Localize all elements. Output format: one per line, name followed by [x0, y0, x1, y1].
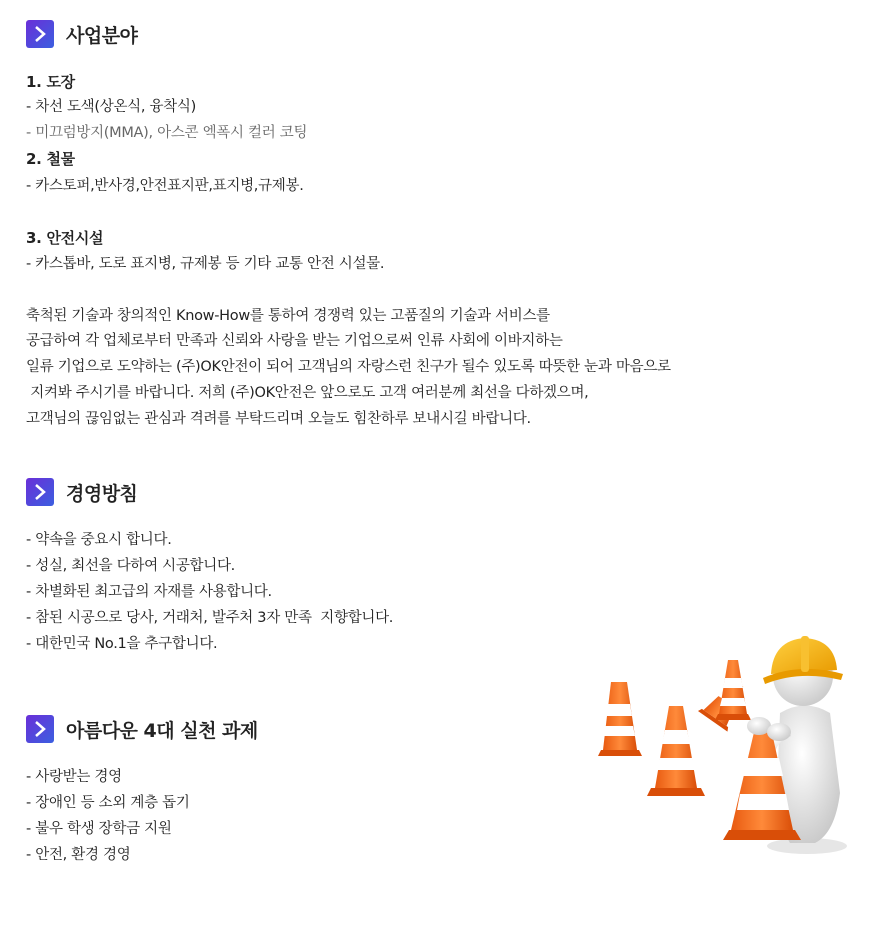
policy-item: - 참된 시공으로 당사, 거래처, 발주처 3자 만족 지향합니다.: [26, 610, 394, 626]
section-title: 경영방침: [66, 482, 138, 505]
construction-illustration: [595, 618, 855, 858]
business-line: - 미끄럼방지(MMA), 아스콘 엑폭시 컬러 코팅: [26, 125, 308, 141]
policy-item: - 성실, 최선을 다하여 시공합니다.: [26, 558, 235, 574]
task-item: - 안전, 환경 경영: [26, 847, 131, 863]
chevron-right-icon: [26, 478, 54, 506]
policy-item: - 대한민국 No.1을 추구합니다.: [26, 636, 218, 652]
section-title: 사업분야: [66, 24, 138, 47]
business-heading-painting: 1. 도장: [26, 73, 75, 91]
task-item: - 사랑받는 경영: [26, 769, 122, 785]
section-header-business: [26, 20, 137, 48]
intro-line: 축척된 기술과 창의적인 Know-How를 통하여 경쟁력 있는 고품질의 기술과 서비스를: [26, 308, 550, 324]
section-title: 아름다운 4대 실천 과제: [66, 719, 258, 742]
policy-item: - 차별화된 최고급의 자재를 사용합니다.: [26, 584, 272, 600]
intro-line: 공급하여 각 업체로부터 만족과 신뢰와 사랑을 받는 기업으로써 인류 사회에 이바지하는: [26, 333, 563, 349]
traffic-cone-icon: [647, 706, 705, 796]
chevron-right-icon: [26, 20, 54, 48]
intro-line: 지켜봐 주시기를 바랍니다. 저희 (주)OK안전은 앞으로도 고객 여러분께 최선을 다하겠으며,: [26, 385, 589, 401]
business-line: - 카스톱바, 도로 표지병, 규제봉 등 기타 교통 안전 시설물.: [26, 256, 385, 272]
business-line: - 차선 도색(상온식, 융착식): [26, 99, 196, 115]
traffic-cone-icon: [715, 660, 751, 720]
chevron-right-icon: [26, 715, 54, 743]
section-header-tasks: [26, 715, 258, 743]
section-header-policy: [26, 478, 137, 506]
business-line: - 카스토퍼,반사경,안전표지판,표지병,규제봉.: [26, 178, 304, 194]
traffic-cone-icon: [598, 682, 642, 756]
business-heading-safety: 3. 안전시설: [26, 229, 104, 247]
task-item: - 장애인 등 소외 계층 돕기: [26, 795, 190, 811]
task-item: - 불우 학생 장학금 지원: [26, 821, 172, 837]
business-heading-hardware: 2. 철물: [26, 150, 75, 168]
intro-line: 고객님의 끊임없는 관심과 격려를 부탁드리며 오늘도 힘찬하루 보내시길 바랍니다.: [26, 411, 531, 427]
intro-line: 일류 기업으로 도약하는 (주)OK안전이 되어 고객님의 자랑스런 친구가 될수 있도록 따뜻한 눈과 마음으로: [26, 359, 671, 375]
policy-item: - 약속을 중요시 합니다.: [26, 532, 172, 548]
